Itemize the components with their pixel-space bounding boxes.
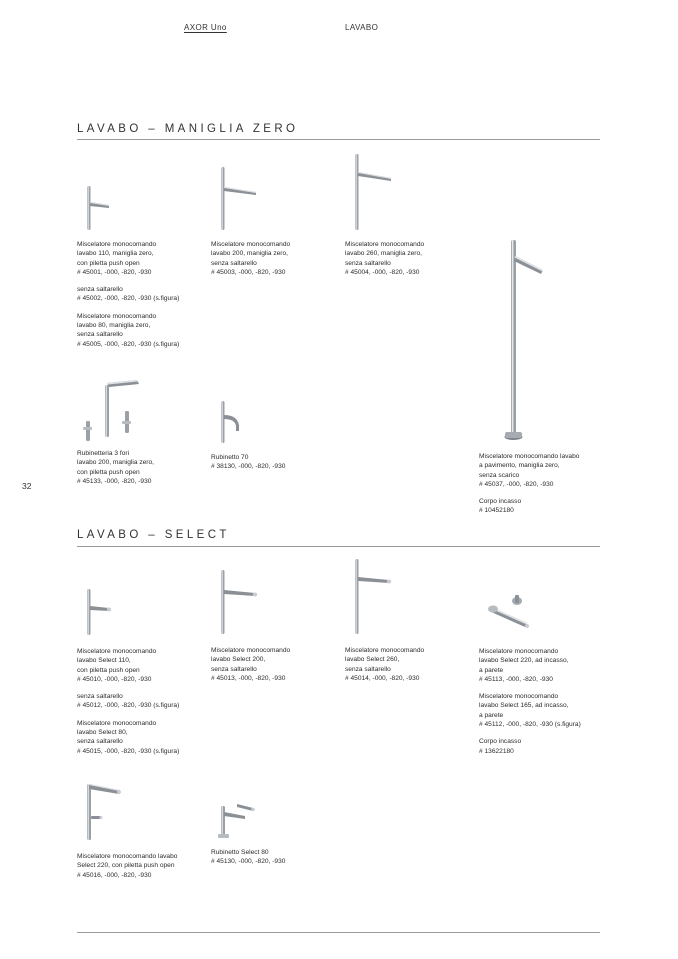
caption-line: # 45130, -000, -820, -930 bbox=[211, 858, 286, 866]
caption-line: senza saltarello bbox=[211, 665, 257, 673]
caption-line: # 45112, -000, -820, -930 (s.figura) bbox=[479, 721, 581, 729]
caption-line: Miscelatore monocomando bbox=[479, 693, 559, 701]
caption-line: # 45133, -000, -820, -930 bbox=[77, 477, 152, 485]
caption-line: senza saltarello bbox=[77, 286, 123, 294]
caption-line: senza saltarello bbox=[211, 259, 257, 267]
page-number: 32 bbox=[22, 481, 32, 491]
select-200-mixer-icon bbox=[211, 568, 271, 636]
caption-line: Corpo incasso bbox=[479, 498, 522, 506]
section-divider bbox=[77, 139, 600, 140]
product-item bbox=[345, 557, 473, 683]
caption-line: Rubinetto Select 80 bbox=[211, 849, 269, 856]
caption-line: lavabo 200, maniglia zero, bbox=[77, 459, 154, 467]
caption-line: # 45003, -000, -820, -930 bbox=[211, 268, 286, 276]
caption-line: Miscelatore monocomando bbox=[211, 647, 291, 654]
caption-line: Miscelatore monocomando bbox=[345, 647, 425, 654]
caption-line: lavabo Select 80, bbox=[77, 729, 128, 737]
product-item bbox=[479, 593, 609, 756]
caption-line: Miscelatore monocomando bbox=[77, 312, 157, 320]
product-item bbox=[77, 375, 205, 486]
section-title-maniglia-zero: LAVABO – MANIGLIA ZERO bbox=[77, 123, 299, 135]
caption-line: # 45001, -000, -820, -930 bbox=[77, 268, 152, 276]
product-item bbox=[211, 568, 339, 683]
header-brand[interactable]: AXOR Uno bbox=[184, 23, 227, 32]
caption-line: a parete bbox=[479, 711, 504, 719]
caption-line: # 45037, -000, -820, -930 bbox=[479, 480, 554, 488]
product-item bbox=[77, 180, 205, 349]
caption-line: Miscelatore monocomando bbox=[77, 648, 157, 655]
product-item bbox=[211, 800, 339, 867]
caption-line: Miscelatore monocomando lavabo bbox=[77, 853, 178, 860]
caption-line: a pavimento, maniglia zero, bbox=[479, 462, 560, 470]
caption-line: Miscelatore monocomando bbox=[479, 648, 559, 655]
caption-line: con piletta push open bbox=[77, 468, 140, 476]
caption-line: # 45016, -000, -820, -930 bbox=[77, 871, 152, 879]
product-item bbox=[77, 780, 205, 880]
select-80-tap-icon bbox=[211, 800, 271, 840]
caption-line: # 45002, -000, -820, -930 (s.figura) bbox=[77, 295, 180, 303]
caption-line: con piletta push open bbox=[77, 259, 140, 267]
caption-line: # 45014, -000, -820, -930 bbox=[345, 674, 420, 682]
footer-divider bbox=[77, 932, 600, 933]
caption-line: Rubinetteria 3 fori bbox=[77, 450, 130, 457]
wall-mounted-mixer-icon bbox=[479, 593, 549, 633]
caption-line: Corpo incasso bbox=[479, 738, 522, 746]
caption-line: senza saltarello bbox=[77, 331, 123, 339]
header-section: LAVABO bbox=[345, 23, 379, 32]
pillar-tap-icon bbox=[211, 397, 261, 445]
caption-line: senza saltarello bbox=[345, 259, 391, 267]
medium-basin-mixer-icon bbox=[211, 163, 271, 232]
caption-line: lavabo 200, maniglia zero, bbox=[211, 250, 288, 258]
product-item bbox=[345, 152, 473, 277]
section-divider bbox=[77, 546, 600, 547]
product-item bbox=[211, 397, 339, 472]
caption-line: lavabo Select 110, bbox=[77, 657, 131, 665]
select-220-mixer-icon bbox=[77, 780, 137, 842]
caption-line: Miscelatore monocomando bbox=[345, 241, 425, 248]
product-item bbox=[479, 238, 609, 516]
caption-line: lavabo 260, maniglia zero, bbox=[345, 250, 422, 258]
three-hole-mixer-icon bbox=[77, 375, 147, 443]
caption-line: Miscelatore monocomando bbox=[77, 241, 157, 248]
caption-line: lavabo Select 220, ad incasso, bbox=[479, 657, 569, 665]
caption-line: lavabo 80, maniglia zero, bbox=[77, 322, 151, 330]
caption-line: Rubinetto 70 bbox=[211, 454, 249, 461]
caption-line: Miscelatore monocomando bbox=[211, 241, 291, 248]
caption-line: # 13622180 bbox=[479, 747, 514, 755]
caption-line: # 45012, -000, -820, -930 (s.figura) bbox=[77, 702, 180, 710]
caption-line: a parete bbox=[479, 666, 504, 674]
caption-line: # 45013, -000, -820, -930 bbox=[211, 674, 286, 682]
floor-standing-mixer-icon bbox=[479, 238, 559, 446]
caption-line: # 10452180 bbox=[479, 507, 514, 515]
caption-line: con piletta push open bbox=[77, 666, 140, 674]
caption-line: Select 220, con piletta push open bbox=[77, 862, 175, 870]
caption-line: # 45004, -000, -820, -930 bbox=[345, 268, 420, 276]
tall-basin-mixer-icon bbox=[345, 152, 405, 232]
caption-line: Miscelatore monocomando lavabo bbox=[479, 453, 580, 460]
caption-line: senza saltarello bbox=[345, 665, 391, 673]
caption-line: lavabo Select 200, bbox=[211, 656, 266, 664]
caption-line: senza saltarello bbox=[77, 693, 123, 701]
section-title-select: LAVABO – SELECT bbox=[77, 529, 230, 541]
caption-line: # 45005, -000, -820, -930 (s.figura) bbox=[77, 340, 180, 348]
caption-line: # 38130, -000, -820, -930 bbox=[211, 463, 286, 471]
select-110-mixer-icon bbox=[77, 585, 137, 637]
product-item bbox=[77, 585, 205, 756]
short-basin-mixer-icon bbox=[77, 180, 137, 232]
caption-line: lavabo Select 165, ad incasso, bbox=[479, 702, 569, 710]
caption-line: # 45015, -000, -820, -930 (s.figura) bbox=[77, 747, 180, 755]
caption-line: senza scarico bbox=[479, 471, 520, 479]
caption-line: Miscelatore monocomando bbox=[77, 719, 157, 727]
caption-line: # 45113, -000, -820, -930 bbox=[479, 675, 553, 683]
caption-line: senza saltarello bbox=[77, 738, 123, 746]
caption-line: lavabo Select 260, bbox=[345, 656, 400, 664]
caption-line: # 45010, -000, -820, -930 bbox=[77, 675, 152, 683]
select-260-mixer-icon bbox=[345, 557, 405, 636]
caption-line: lavabo 110, maniglia zero, bbox=[77, 250, 154, 258]
product-item bbox=[211, 163, 339, 277]
